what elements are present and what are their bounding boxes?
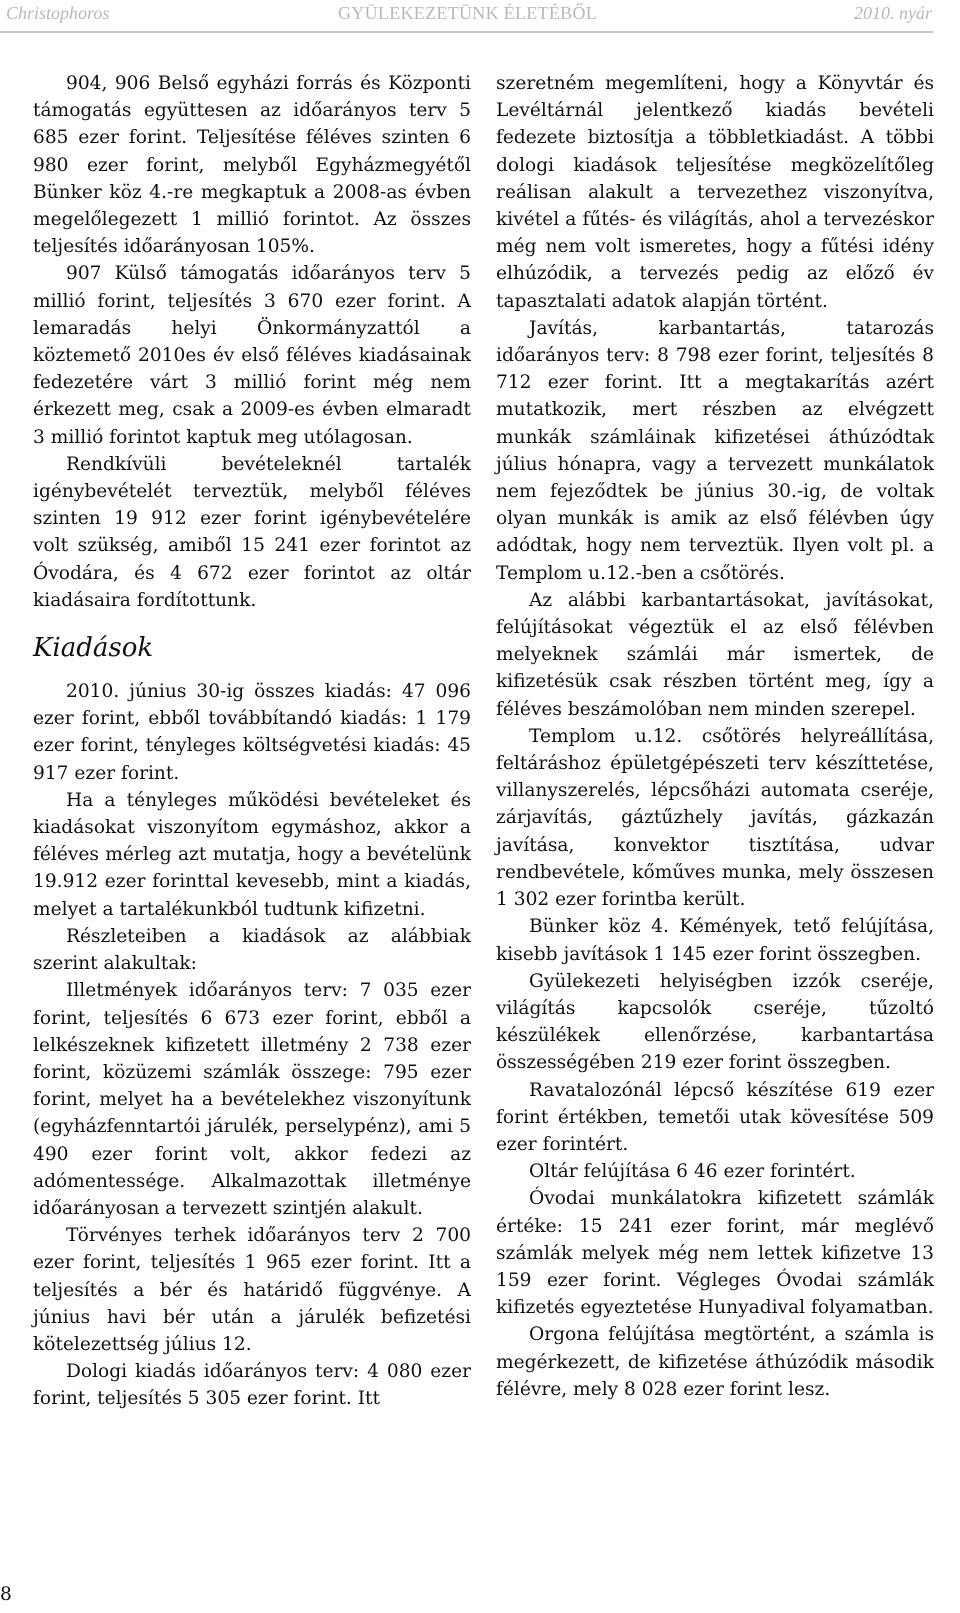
right-column xyxy=(496,70,934,1403)
header-section: GYÜLEKEZETÜNK ÉLETÉBŐL xyxy=(338,3,598,23)
paragraph: Részleteiben a kiadások az alábbiak szerint alakultak: xyxy=(33,925,471,975)
header-rule xyxy=(0,31,933,33)
running-header xyxy=(0,0,960,30)
paragraph: Oltár felújítása 6 46 ezer forintért. xyxy=(529,1161,856,1183)
paragraph: 904, 906 Belső egyházi forrás és Központi támogatás együttesen az időarányos terv 5 685 ezer forint. Teljesítése féléves szinten 6 980 ezer forint, melyből Egyházmegyétől Bünker köz 4.-re megkaptuk a 2008-as évben megelőlegezett 1 millió forintot. Az összes teljesítés időarányosan 105%. xyxy=(33,73,471,258)
paragraph: 2010. június 30-ig összes kiadás: 47 096 ezer forint, ebből továbbítandó kiadás: 1 179 ezer forint, tényleges költségvetési kiadás: 45 917 ezer forint. xyxy=(33,681,471,784)
paragraph: Bünker köz 4. Kémények, tető felújítása, kisebb javítások 1 145 ezer forint összegben. xyxy=(496,916,934,965)
paragraph: szeretném megemlíteni, hogy a Könyvtár és Levéltárnál jelentkező kiadás bevételi fedezete biztosítja a többletkiadást. A többi dologi kiadások teljesítése megközelítőleg reálisan alakult a tervezethez viszonyítva, kivétel a fűtés- és világítás, ahol a tervezéskor még nem volt ismeretes, hogy a fűtési idény elhúzódik, a tervezés pedig az előző év tapasztalati adatok alapján történt. xyxy=(496,73,934,312)
paragraph: Gyülekezeti helyiségben izzók cseréje, világítás kapcsolók cseréje, tűzoltó készülékek ellenőrzése, karbantartása összességében 219 ezer forint összegben. xyxy=(496,970,934,1074)
paragraph: Templom u.12. csőtörés helyreállítása, feltáráshoz épületgépészeti terv készíttetése, villanyszerelés, lépcsőházi automata cseréje, zárjavítás, gáztűzhely javítás, gázkazán javítása, konvektor tisztítása, udvar rendbevétele, kőműves munka, mely összesen 1 302 ezer forintba került. xyxy=(496,725,934,911)
paragraph: Rendkívüli bevételeknél tartalék igénybevételét terveztük, melyből féléves szinten 19 912 ezer forint igénybevételére volt szükség, amiből 15 241 ezer forintot az Óvodára, és 4 672 ezer forintot az oltár kiadásaira fordítottunk. xyxy=(33,453,471,611)
header-publication: Christophoros xyxy=(6,3,110,23)
header-issue: 2010. nyár xyxy=(854,3,932,23)
paragraph: Az alábbi karbantartásokat, javításokat, felújításokat végeztük el az első félévben melyeknek számlái már ismertek, de kifizetésük csak részben történt meg, így a féléves beszámolóban nem minden szerepel. xyxy=(496,589,934,720)
left-column xyxy=(33,70,471,1413)
page-number: 8 xyxy=(0,1584,12,1605)
paragraph: Óvodai munkálatokra kifizetett számlák értéke: 15 241 ezer forint, már meglévő számlák melyek még nem lettek kifizetve 13 159 ezer forint. Végleges Óvodai számlák kifizetés egyeztetése Hunyadival folyamatban. xyxy=(496,1188,934,1319)
paragraph: Dologi kiadás időarányos terv: 4 080 ezer forint, teljesítés 5 305 ezer forint. Itt xyxy=(33,1361,471,1410)
paragraph: Illetmények időarányos terv: 7 035 ezer forint, teljesítés 6 673 ezer forint, ebből a lelkészeknek kifizetett illetmény 2 738 ezer forint, közüzemi számlák összege: 795 ezer forint, melyet ha a bevételekhez viszonyítunk (egyházfenntartói járulék, perselypénz), ami 5 490 ezer forint volt, akkor fedezi az adómentessége. Alkalmazottak illetménye időarányosan a tervezett szintjén alakult. xyxy=(33,980,471,1219)
paragraph: Törvényes terhek időarányos terv 2 700 ezer forint, teljesítés 1 965 ezer forint. Itt a teljesítés a bér és határidő függvénye. A június havi bér után a járulék befizetési kötelezettség július 12. xyxy=(33,1225,471,1355)
section-heading: Kiadások xyxy=(33,633,154,664)
paragraph: Javítás, karbantartás, tatarozás időarányos terv: 8 798 ezer forint, teljesítés 8 712 ezer forint. Itt a megtakarítás azért mutatkozik, mert részben az elvégzett munkák számláinak kifizetései áthúzódtak július hónapra, vagy a tervezett munkálatok nem fejeződtek be június 30.-ig, de voltak olyan munkák is amik az első félévben úgy adódtak, hogy nem terveztük. Ilyen volt pl. a Templom u.12.-ben a csőtörés. xyxy=(496,317,934,584)
paragraph: Ravatalozónál lépcső készítése 619 ezer forint értékben, temetői utak kövesítése 509 ezer forintért. xyxy=(496,1079,934,1155)
paragraph: Orgona felújítása megtörtént, a számla is megérkezett, de kifizetése áthúzódik második félévre, mely 8 028 ezer forint lesz. xyxy=(496,1324,934,1400)
paragraph: 907 Külső támogatás időarányos terv 5 millió forint, teljesítés 3 670 ezer forint. A lemaradás helyi Önkormányzattól a köztemető 2010es év első féléves kiadásainak fedezetére várt 3 millió forint még nem érkezett meg, csak a 2009-es évben elmaradt 3 millió forintot kaptuk meg utólagosan. xyxy=(33,263,471,448)
paragraph: Ha a tényleges működési bevételeket és kiadásokat viszonyítom egymáshoz, akkor a féléves mérleg azt mutatja, hogy a bevételünk 19.912 ezer forinttal kevesebb, mint a kiadás, melyet a tartalékunkból tudtunk kifizetni. xyxy=(33,789,471,920)
